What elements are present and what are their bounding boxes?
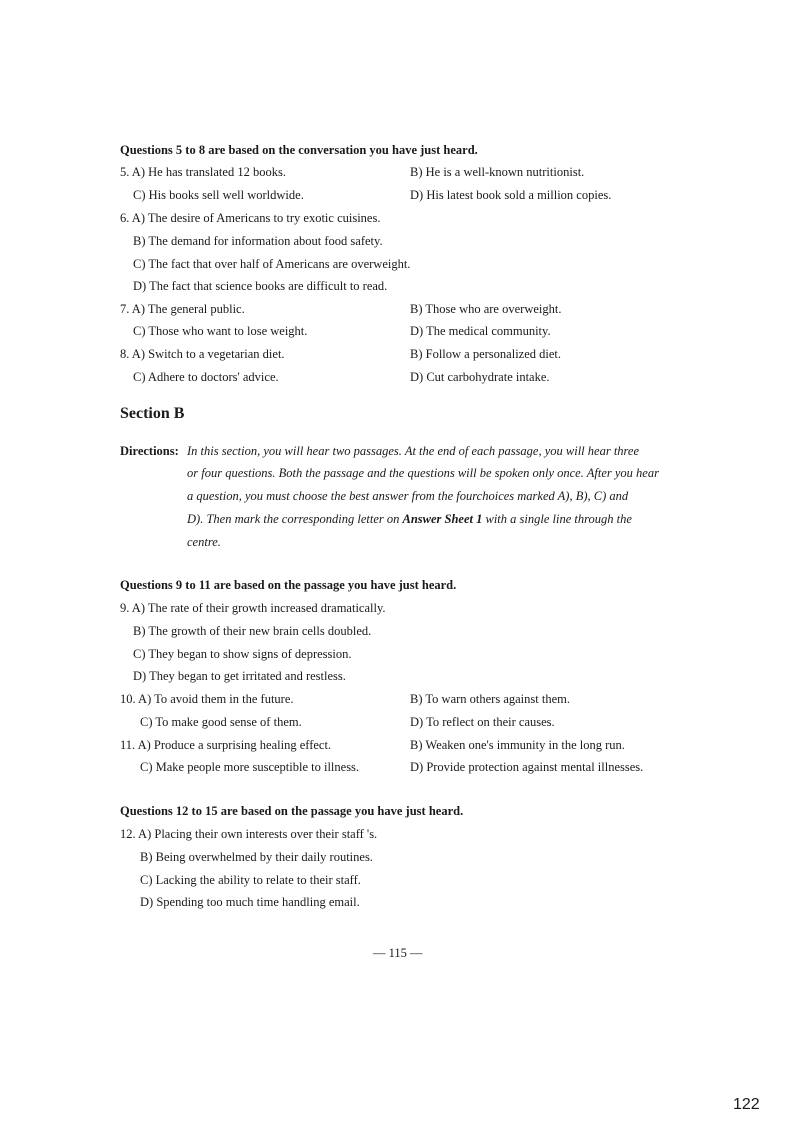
q9-option-a: 9. A) The rate of their growth increased dramatically. (120, 601, 386, 615)
q6-option-b: B) The demand for information about food safety. (133, 234, 383, 248)
q7-option-d: D) The medical community. (410, 324, 551, 338)
directions-label: Directions: (120, 444, 179, 458)
page-number: — 115 — (373, 946, 423, 960)
directions-line-4 (187, 511, 632, 527)
q11-option-c: C) Make people more susceptible to illness. (140, 760, 360, 774)
q12-option-b: B) Being overwhelmed by their daily routines. (140, 850, 373, 864)
q10-option-a: 10. A) To avoid them in the future. (120, 692, 294, 706)
q10-option-b: B) To warn others against them. (410, 692, 570, 706)
q5-option-b: B) He is a well-known nutritionist. (410, 165, 585, 179)
corner-page-number: 122 (733, 1096, 760, 1113)
q5-option-a: 5. A) He has translated 12 books. (120, 165, 286, 179)
q10-option-d: D) To reflect on their causes. (410, 715, 555, 729)
q5-option-d: D) His latest book sold a million copies. (410, 188, 612, 202)
q12-option-c: C) Lacking the ability to relate to their staff. (140, 873, 361, 887)
directions-line-3: a question, you must choose the best answer from the fourchoices marked A), B), C) and (187, 489, 629, 503)
q11-option-d: D) Provide protection against mental illnesses. (410, 760, 644, 774)
q8-option-c: C) Adhere to doctors' advice. (133, 370, 279, 384)
q8-option-a: 8. A) Switch to a vegetarian diet. (120, 347, 285, 361)
directions-line-4-end: with a single line through the (482, 512, 632, 526)
q8-option-d: D) Cut carbohydrate intake. (410, 370, 550, 384)
q7-option-b: B) Those who are overweight. (410, 302, 562, 316)
answer-sheet-label: Answer Sheet 1 (402, 512, 483, 526)
q9-option-b: B) The growth of their new brain cells doubled. (133, 624, 372, 638)
q5-option-c: C) His books sell well worldwide. (133, 188, 304, 202)
directions-line-4-start: D). Then mark the corresponding letter on (187, 512, 403, 526)
q6-option-d: D) The fact that science books are difficult to read. (133, 279, 388, 293)
directions-line-2: or four questions. Both the passage and the questions will be spoken only once. After you hear (187, 466, 659, 480)
q9-option-c: C) They began to show signs of depression. (133, 647, 352, 661)
questions-9-11-header: Questions 9 to 11 are based on the passage you have just heard. (120, 578, 457, 592)
questions-5-8-header: Questions 5 to 8 are based on the conversation you have just heard. (120, 143, 478, 157)
directions-line-5: centre. (187, 535, 221, 549)
q8-option-b: B) Follow a personalized diet. (410, 347, 562, 361)
q12-option-d: D) Spending too much time handling email. (140, 895, 360, 909)
questions-12-15-header: Questions 12 to 15 are based on the passage you have just heard. (120, 804, 464, 818)
q7-option-c: C) Those who want to lose weight. (133, 324, 308, 338)
q12-option-a: 12. A) Placing their own interests over their staff 's. (120, 827, 378, 841)
q9-option-d: D) They began to get irritated and restless. (133, 669, 346, 683)
directions-line-1: In this section, you will hear two passages. At the end of each passage, you will hear three (187, 444, 640, 458)
section-b-title: Section B (120, 405, 185, 422)
q11-option-b: B) Weaken one's immunity in the long run. (410, 738, 625, 752)
q7-option-a: 7. A) The general public. (120, 302, 245, 316)
q10-option-c: C) To make good sense of them. (140, 715, 302, 729)
q6-option-c: C) The fact that over half of Americans are overweight. (133, 257, 411, 271)
q6-option-a: 6. A) The desire of Americans to try exotic cuisines. (120, 211, 381, 225)
q11-option-a: 11. A) Produce a surprising healing effect. (120, 738, 332, 752)
